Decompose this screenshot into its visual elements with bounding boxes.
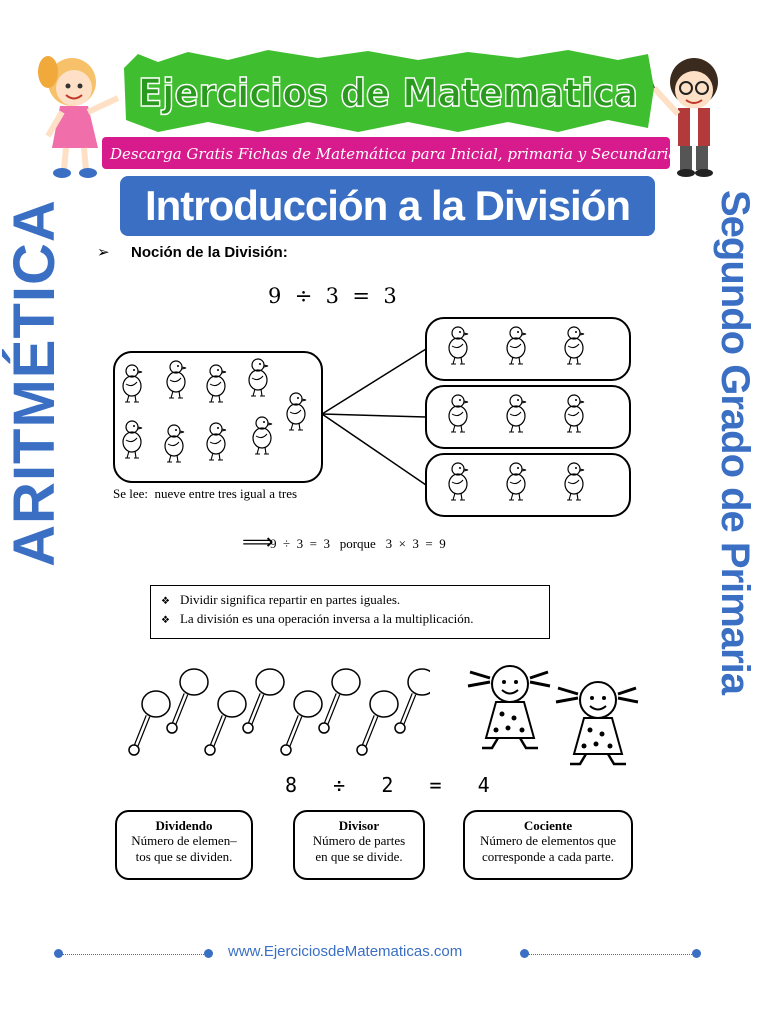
term-title: Cociente xyxy=(523,818,573,833)
chick-icon xyxy=(507,395,526,432)
implies-arrow-icon: ⟹ xyxy=(242,530,274,555)
quotient-box xyxy=(463,810,633,880)
chick-icon xyxy=(123,421,142,458)
dividend-box xyxy=(115,810,253,880)
footer-dot-icon xyxy=(204,949,213,958)
equation-one: 9 ÷ 3 = 3 xyxy=(268,284,397,308)
term-title: Dividendo xyxy=(155,818,213,833)
lollipop-icon xyxy=(205,691,246,755)
chick-icon xyxy=(507,463,526,500)
page-title: Introducción a la División xyxy=(144,182,631,229)
term-description: tos que se dividen. xyxy=(135,849,233,864)
term-description: Número de elemen– xyxy=(131,833,237,848)
chick-icon xyxy=(207,365,226,402)
side-label-left: ARITMÉTICA xyxy=(2,199,67,567)
chick-icon xyxy=(449,395,468,432)
girl-figure xyxy=(556,682,638,764)
definitions-box xyxy=(150,585,550,639)
term-description: Número de partes xyxy=(312,833,406,848)
divisor-box xyxy=(293,810,425,880)
lollipop-icon xyxy=(281,691,322,755)
connector-line xyxy=(322,349,426,414)
connector-line xyxy=(322,414,426,485)
chick-icon xyxy=(565,463,584,500)
lollipop-icon xyxy=(167,669,208,733)
chick-icon xyxy=(449,463,468,500)
chick-icon xyxy=(167,361,186,398)
footer-divider xyxy=(62,954,208,955)
definition-line: ❖ La división es una operación inversa a la multiplicación. xyxy=(161,611,474,626)
total-group-box xyxy=(114,352,322,482)
term-description: en que se divide. xyxy=(315,849,403,864)
reading-caption: Se lee: nueve entre tres igual a tres xyxy=(113,486,298,501)
chick-icon xyxy=(449,327,468,364)
term-description: corresponde a cada parte. xyxy=(481,849,615,864)
bullet-arrow-icon: ➢ xyxy=(97,244,110,261)
term-description: Número de elementos que xyxy=(479,833,617,848)
lollipop-icon xyxy=(243,669,284,733)
chick-icon xyxy=(207,423,226,460)
footer-dot-icon xyxy=(692,949,701,958)
equation-two: 8 ÷ 2 = 4 xyxy=(285,773,490,797)
chick-icon xyxy=(565,395,584,432)
term-title: Divisor xyxy=(338,818,380,833)
girls-illustration xyxy=(462,652,644,768)
definition-line: ❖ Dividir significa repartir en partes iguales. xyxy=(161,592,401,607)
diamond-bullet-icon: ❖ xyxy=(161,615,170,626)
check-equation: 9 ÷ 3 = 3 porque 3 × 3 = 9 xyxy=(270,536,446,551)
site-title-logo xyxy=(118,48,658,134)
footer-divider xyxy=(528,954,696,955)
chick-icon xyxy=(287,393,306,430)
banner-text: Descarga Gratis Fichas de Matemática para Inicial, primaria y Secundaria xyxy=(110,145,678,163)
chick-icon xyxy=(565,327,584,364)
chick-icon xyxy=(507,327,526,364)
site-title-text: Ejercicios de Matematica xyxy=(138,71,638,115)
chick-icon xyxy=(249,359,268,396)
section-subtitle: Noción de la División: xyxy=(131,244,288,261)
lollipop-icon xyxy=(129,691,170,755)
connector-line xyxy=(322,414,426,417)
lollipop-icon xyxy=(357,691,398,755)
side-label-right: Segundo Grado de Primaria xyxy=(713,190,757,695)
footer-website-link[interactable]: www.EjerciciosdeMatematicas.com xyxy=(228,943,463,960)
chick-icon xyxy=(165,425,184,462)
chick-icon xyxy=(253,417,272,454)
chick-icon xyxy=(123,365,142,402)
lollipop-icon xyxy=(319,669,360,733)
lollipop-icon xyxy=(395,669,430,733)
girl-figure xyxy=(468,666,550,748)
diamond-bullet-icon: ❖ xyxy=(161,596,170,607)
lollipops-illustration xyxy=(118,664,430,760)
